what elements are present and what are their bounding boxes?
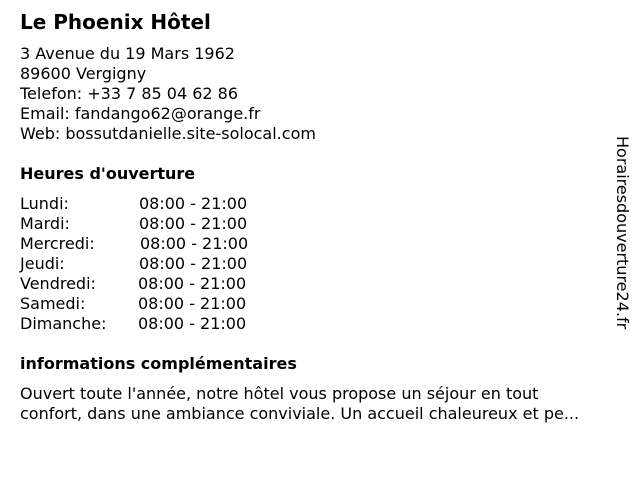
address-street: 3 Avenue du 19 Mars 1962: [20, 44, 235, 63]
description-line: Ouvert toute l'année, notre hôtel vous propose un séjour en tout: [20, 384, 539, 403]
day-label: Mardi:: [20, 214, 70, 233]
day-label: Vendredi:: [20, 274, 96, 293]
day-hours: 08:00 - 21:00: [138, 314, 247, 333]
day-hours: 08:00 - 21:00: [138, 294, 247, 313]
day-hours: 08:00 - 21:00: [139, 194, 248, 213]
day-label: Lundi:: [20, 194, 69, 213]
contact-block: [20, 44, 316, 144]
day-label: Jeudi:: [20, 254, 65, 273]
day-hours: 08:00 - 21:00: [140, 234, 249, 253]
day-label: Dimanche:: [20, 314, 107, 333]
opening-hours-heading: Heures d'ouverture: [20, 164, 196, 183]
hotel-name: Le Phoenix Hôtel: [20, 10, 211, 34]
email-address: Email: fandango62@orange.fr: [20, 104, 261, 123]
day-label: Mercredi:: [20, 234, 95, 253]
address-city: 89600 Vergigny: [20, 64, 147, 83]
description-line: confort, dans une ambiance conviviale. Un accueil chaleureux et pe...: [20, 404, 580, 423]
phone-number: Telefon: +33 7 85 04 62 86: [20, 84, 239, 103]
additional-info-heading: informations complémentaires: [20, 354, 297, 373]
site-watermark: [612, 136, 632, 372]
website-address: Web: bossutdanielle.site-solocal.com: [20, 124, 316, 143]
site-watermark-text: Horairesdouverture24.fr: [613, 136, 632, 330]
day-hours: 08:00 - 21:00: [139, 214, 248, 233]
hotel-description: [20, 384, 630, 424]
day-label: Samedi:: [20, 294, 86, 313]
day-hours: 08:00 - 21:00: [138, 274, 247, 293]
day-hours: 08:00 - 21:00: [139, 254, 248, 273]
